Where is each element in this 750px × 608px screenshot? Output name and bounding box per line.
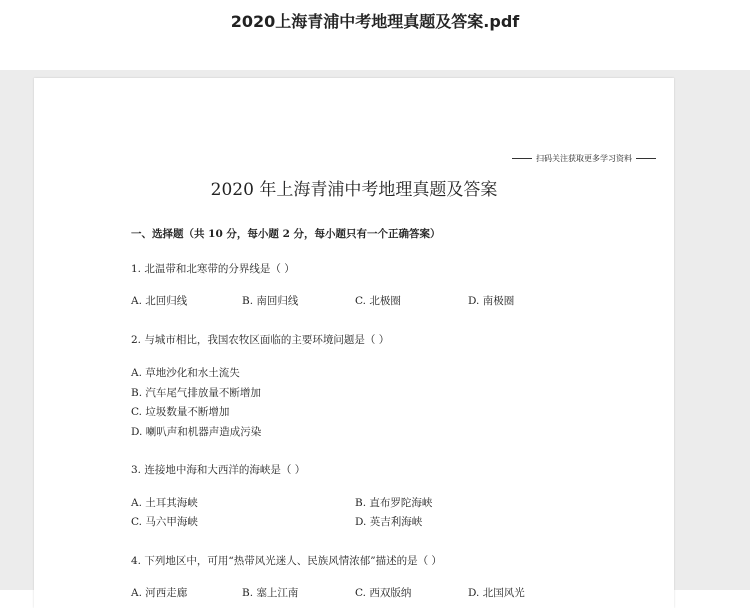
option: B. 汽车尾气排放量不断增加 bbox=[131, 387, 261, 399]
option: B. 塞上江南 bbox=[242, 587, 299, 599]
question-1: 1. 北温带和北寒带的分界线是（ ） bbox=[131, 263, 295, 275]
option: D. 南极圈 bbox=[468, 295, 515, 307]
option: D. 喇叭声和机器声造成污染 bbox=[131, 426, 262, 438]
option: C. 马六甲海峡 bbox=[131, 516, 198, 528]
pdf-viewer[interactable] bbox=[0, 70, 750, 599]
option: C. 北极圈 bbox=[355, 295, 401, 307]
option: A. 草地沙化和水土流失 bbox=[131, 367, 240, 379]
file-title-bar bbox=[0, 0, 750, 70]
question-2: 2. 与城市相比，我国农牧区面临的主要环境问题是（ ） bbox=[131, 334, 390, 346]
option: C. 垃圾数量不断增加 bbox=[131, 406, 230, 418]
document-title: 2020 年上海青浦中考地理真题及答案 bbox=[210, 180, 498, 200]
section-heading: 一、选择题（共 10 分，每小题 2 分，每小题只有一个正确答案） bbox=[131, 228, 441, 240]
question-3: 3. 连接地中海和大西洋的海峡是（ ） bbox=[131, 464, 306, 476]
option: B. 直布罗陀海峡 bbox=[355, 497, 433, 509]
option: D. 北国风光 bbox=[468, 587, 525, 599]
header-note-text: 扫码关注获取更多学习资料 bbox=[536, 154, 632, 163]
option: A. 河西走廊 bbox=[131, 587, 188, 599]
option: C. 西双版纳 bbox=[355, 587, 412, 599]
divider bbox=[636, 158, 656, 159]
file-title: 2020上海青浦中考地理真题及答案.pdf bbox=[230, 12, 520, 31]
option: B. 南回归线 bbox=[242, 295, 299, 307]
option: D. 英吉利海峡 bbox=[355, 516, 423, 528]
option: A. 土耳其海峡 bbox=[131, 497, 198, 509]
pdf-page bbox=[34, 78, 674, 608]
option: A. 北回归线 bbox=[131, 295, 188, 307]
question-4: 4. 下列地区中，可用“热带风光迷人、民族风情浓郁”描述的是（ ） bbox=[131, 555, 442, 567]
divider bbox=[512, 158, 532, 159]
header-note bbox=[512, 153, 656, 164]
